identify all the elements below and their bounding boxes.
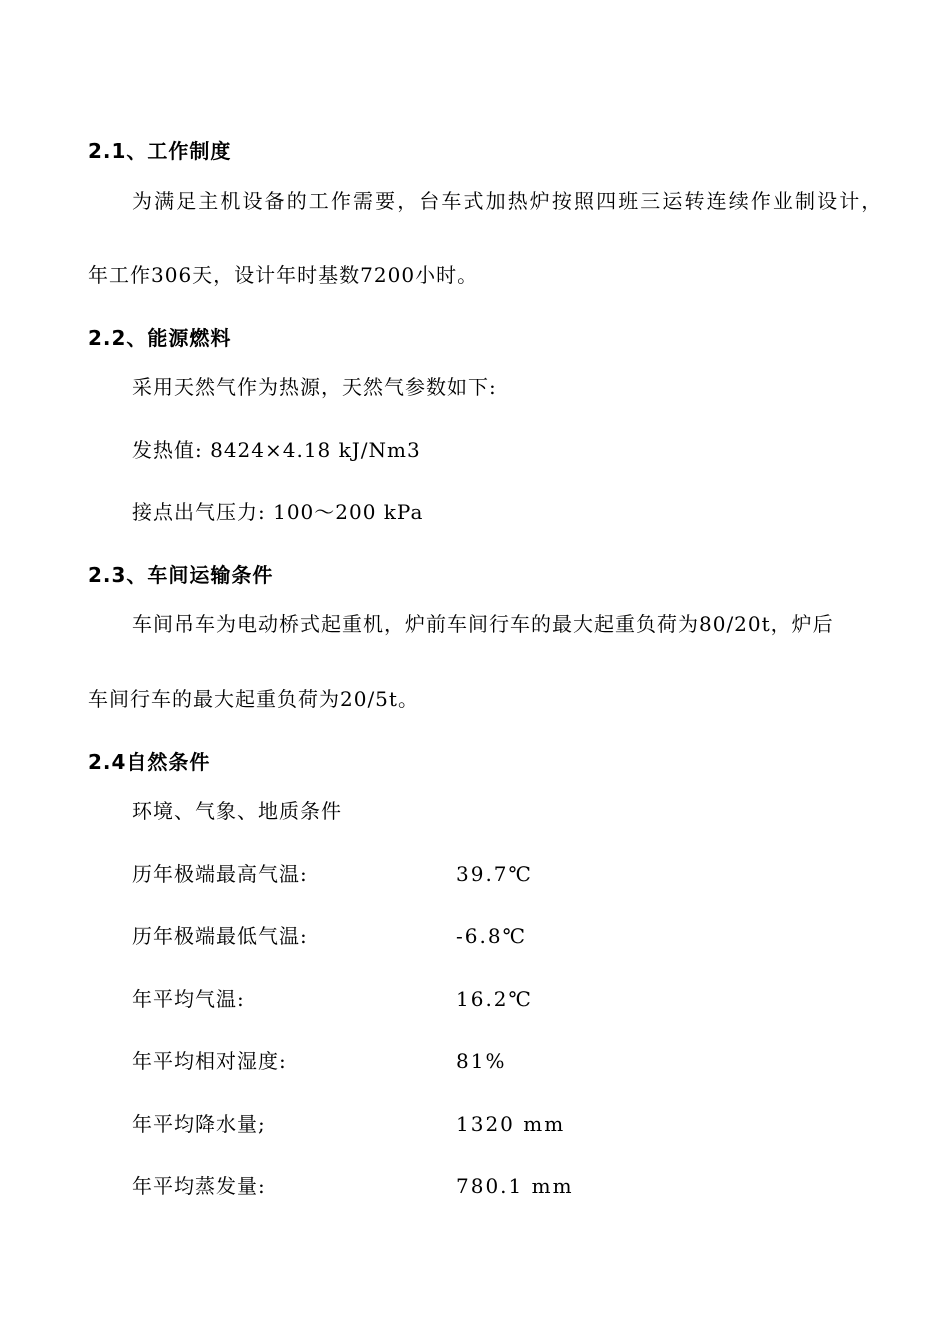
condition-label: 年平均蒸发量: bbox=[132, 1174, 266, 1198]
section-heading-work-system: 2.1、工作制度 bbox=[88, 139, 232, 163]
paragraph-line: 采用天然气作为热源，天然气参数如下: bbox=[132, 375, 497, 399]
paragraph-line: 接点出气压力: 100～200 kPa bbox=[132, 500, 424, 524]
paragraph-line: 为满足主机设备的工作需要，台车式加热炉按照四班三运转连续作业制设计， bbox=[132, 189, 884, 213]
paragraph-line: 车间吊车为电动桥式起重机，炉前车间行车的最大起重负荷为80/20t，炉后 bbox=[132, 612, 834, 636]
condition-value: 81% bbox=[456, 1049, 507, 1073]
condition-label: 年平均相对湿度: bbox=[132, 1049, 287, 1073]
condition-value: 16.2℃ bbox=[456, 987, 533, 1011]
paragraph-line: 年工作306天，设计年时基数7200小时。 bbox=[88, 263, 479, 287]
condition-label: 历年极端最低气温: bbox=[132, 924, 308, 948]
section-heading-energy-fuel: 2.2、能源燃料 bbox=[88, 326, 232, 350]
conditions-intro: 环境、气象、地质条件 bbox=[132, 799, 342, 823]
section-heading-natural-conditions: 2.4自然条件 bbox=[88, 750, 211, 774]
condition-value: -6.8℃ bbox=[456, 924, 527, 948]
section-heading-transport: 2.3、车间运输条件 bbox=[88, 563, 274, 587]
paragraph-line: 车间行车的最大起重负荷为20/5t。 bbox=[88, 687, 419, 711]
condition-value: 39.7℃ bbox=[456, 862, 533, 886]
condition-value: 1320 mm bbox=[456, 1112, 566, 1136]
condition-label: 历年极端最高气温: bbox=[132, 862, 308, 886]
condition-value: 780.1 mm bbox=[456, 1174, 574, 1198]
condition-label: 年平均气温: bbox=[132, 987, 245, 1011]
paragraph-line: 发热值: 8424×4.18 kJ/Nm3 bbox=[132, 438, 421, 462]
condition-label: 年平均降水量; bbox=[132, 1112, 266, 1136]
